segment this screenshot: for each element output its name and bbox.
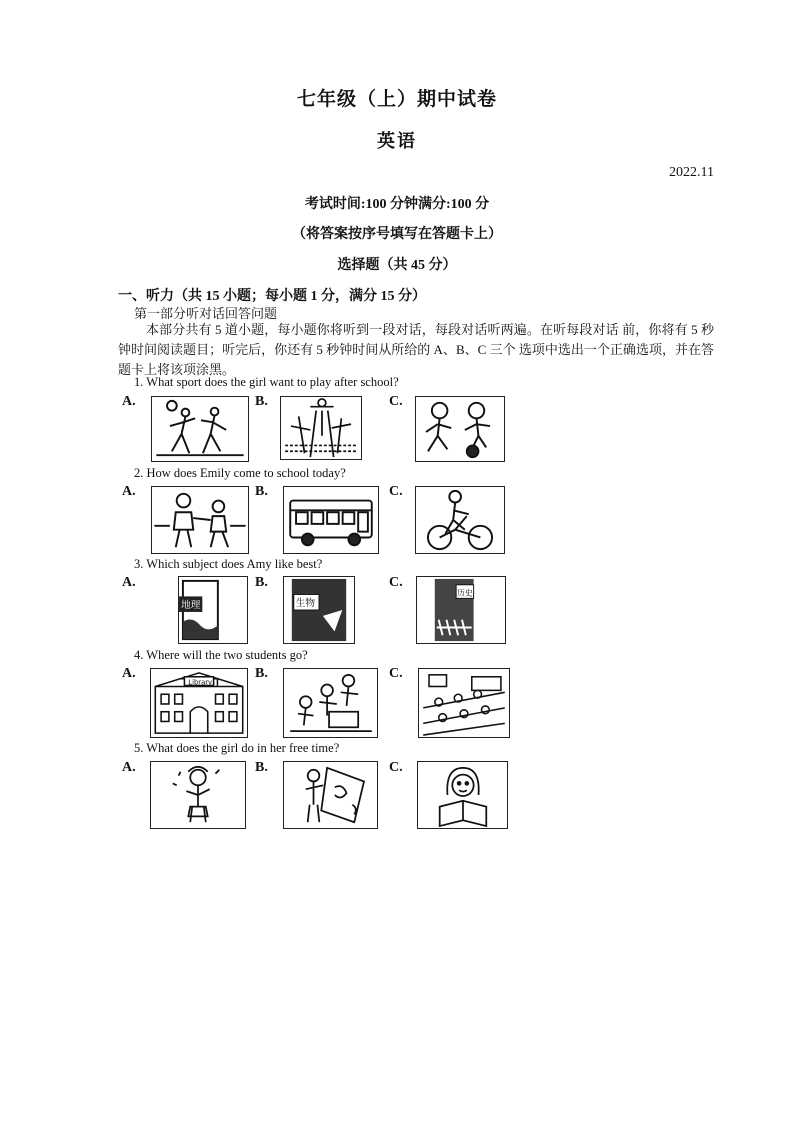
bicycle-rider-icon[interactable] <box>415 486 505 554</box>
option-1c-label[interactable]: C. <box>389 394 403 409</box>
option-4b-label[interactable]: B. <box>255 666 268 681</box>
page-title: 七年级（上）期中试卷 <box>296 89 497 110</box>
classroom-icon[interactable] <box>418 668 510 738</box>
question-2: 2. How does Emily come to school today? <box>134 466 346 480</box>
listening-heading: 一、听力（共 15 小题；每小题 1 分，满分 15 分） <box>118 289 426 304</box>
instructions-paragraph: 本部分共有 5 道小题，每小题你将听到一段对话，每段对话听两遍。在听每段对话 前，你将有 5 秒钟时间阅读题目；听完后，你还有 5 秒钟时间从所给的 A、B、C 三个 选项中选出一个正确选项，并在答题卡上将该项涂黑。 <box>118 322 714 377</box>
history-book-icon[interactable] <box>416 576 506 644</box>
option-3c-label[interactable]: C. <box>389 575 403 590</box>
option-1a-label[interactable]: A. <box>122 394 136 409</box>
library-building-icon[interactable] <box>150 668 248 738</box>
option-3a-label[interactable]: A. <box>122 575 136 590</box>
reading-girl-icon[interactable] <box>417 761 508 829</box>
option-2c-label[interactable]: C. <box>389 484 403 499</box>
painting-girl-icon[interactable] <box>283 761 378 829</box>
part-title: 第一部分听对话回答问题 <box>134 306 278 321</box>
question-3: 3. Which subject does Amy like best? <box>134 557 323 571</box>
option-2a-label[interactable]: A. <box>122 484 136 499</box>
bus-icon[interactable] <box>283 486 379 554</box>
option-3b-label[interactable]: B. <box>255 575 268 590</box>
walking-children-icon[interactable] <box>151 486 249 554</box>
option-4c-label[interactable]: C. <box>389 666 403 681</box>
option-1b-label[interactable]: B. <box>255 394 268 409</box>
football-players-icon[interactable] <box>415 396 505 462</box>
option-5b-label[interactable]: B. <box>255 760 268 775</box>
option-5c-label[interactable]: C. <box>389 760 403 775</box>
option-5a-label[interactable]: A. <box>122 760 136 775</box>
biology-book-icon[interactable] <box>283 576 355 644</box>
section-label: 选择题（共 45 分） <box>337 258 457 273</box>
geography-book-icon[interactable] <box>178 576 248 644</box>
volleyball-players-icon[interactable] <box>151 396 249 462</box>
option-2b-label[interactable]: B. <box>255 484 268 499</box>
subject-title: 英语 <box>377 131 417 151</box>
option-4a-label[interactable]: A. <box>122 666 136 681</box>
playground-kids-icon[interactable] <box>283 668 378 738</box>
exam-date: 2022.11 <box>669 165 714 180</box>
exam-time: 考试时间:100 分钟满分:100 分 <box>304 197 490 212</box>
biology-label: 生物 <box>295 598 316 610</box>
library-sign: Library <box>188 678 213 687</box>
question-1: 1. What sport does the girl want to play after school? <box>134 375 399 389</box>
basketball-players-icon[interactable] <box>280 396 362 460</box>
history-label: 历史 <box>457 588 473 598</box>
geography-label: 地理 <box>180 600 201 612</box>
question-4: 4. Where will the two students go? <box>134 648 308 662</box>
singing-girl-icon[interactable] <box>150 761 246 829</box>
question-5: 5. What does the girl do in her free time? <box>134 741 340 755</box>
answer-instruction: （将答案按序号填写在答题卡上） <box>292 227 502 242</box>
